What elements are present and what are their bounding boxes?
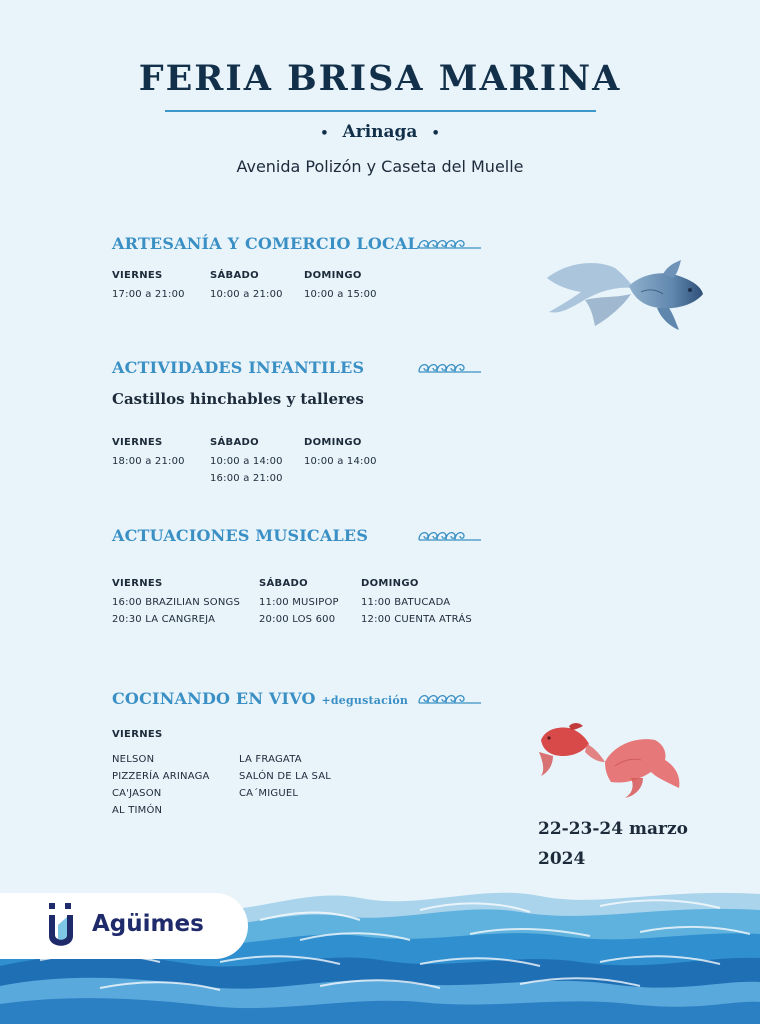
section-title-artesania: ARTESANÍA Y COMERCIO LOCAL	[112, 234, 419, 253]
section-title-infantiles: ACTIVIDADES INFANTILES	[112, 358, 365, 377]
section-subtitle: Castillos hinchables y talleres	[112, 390, 364, 408]
day-label: SÁBADO	[259, 578, 308, 589]
day-label: SÁBADO	[210, 270, 259, 281]
location-name: Arinaga	[342, 122, 418, 142]
section-title-musicales: ACTUACIONES MUSICALES	[112, 526, 369, 545]
performance-slot: 16:00 BRAZILIAN SONGS	[112, 597, 241, 608]
logo-text: Agüimes	[92, 911, 204, 937]
restaurant-name: PIZZERÍA ARINAGA	[112, 771, 210, 782]
day-label: VIERNES	[112, 437, 163, 448]
performance-slot: 11:00 MUSIPOP	[259, 597, 339, 608]
day-label: SÁBADO	[210, 437, 259, 448]
time-slot: 10:00 a 15:00	[304, 289, 377, 300]
performance-slot: 20:00 LOS 600	[259, 614, 336, 625]
time-slot: 10:00 a 14:00	[210, 456, 283, 467]
restaurant-name: SALÓN DE LA SAL	[239, 771, 332, 782]
day-label: DOMINGO	[304, 437, 362, 448]
waves-icon	[418, 236, 482, 250]
time-slot: 17:00 a 21:00	[112, 289, 185, 300]
aguimes-logo-icon	[44, 901, 78, 951]
restaurant-name: LA FRAGATA	[239, 754, 302, 765]
section-title-cocinando	[112, 689, 408, 708]
restaurant-name: NELSON	[112, 754, 155, 765]
day-label: VIERNES	[112, 578, 163, 589]
day-label: DOMINGO	[361, 578, 419, 589]
performance-slot: 12:00 CUENTA ATRÁS	[361, 614, 472, 625]
blue-fish-illustration	[545, 256, 705, 334]
time-slot: 16:00 a 21:00	[210, 473, 283, 484]
red-fish-illustration	[535, 722, 685, 798]
day-label: DOMINGO	[304, 270, 362, 281]
time-slot: 10:00 a 14:00	[304, 456, 377, 467]
day-label: VIERNES	[112, 729, 163, 740]
restaurant-name: CA'JASON	[112, 788, 162, 799]
page-title: FERIA BRISA MARINA	[138, 58, 622, 99]
waves-icon	[418, 528, 482, 542]
performance-slot: 11:00 BATUCADA	[361, 597, 451, 608]
day-label: VIERNES	[112, 270, 163, 281]
bullet-icon: •	[320, 126, 329, 141]
location	[0, 122, 760, 142]
restaurant-name: CA´MIGUEL	[239, 788, 299, 799]
event-dates	[538, 814, 738, 874]
restaurant-name: AL TIMÓN	[112, 805, 163, 816]
title-divider	[165, 110, 596, 112]
dates-line: 22-23-24 marzo	[538, 819, 688, 839]
bullet-icon: •	[431, 126, 440, 141]
section-title-text: COCINANDO EN VIVO	[112, 689, 316, 708]
address: Avenida Polizón y Caseta del Muelle	[236, 157, 524, 176]
waves-icon	[418, 691, 482, 705]
time-slot: 18:00 a 21:00	[112, 456, 185, 467]
section-title-extra: +degustación	[321, 694, 409, 707]
municipality-logo	[0, 893, 248, 959]
year-line: 2024	[538, 849, 586, 869]
time-slot: 10:00 a 21:00	[210, 289, 283, 300]
performance-slot: 20:30 LA CANGREJA	[112, 614, 216, 625]
waves-icon	[418, 360, 482, 374]
